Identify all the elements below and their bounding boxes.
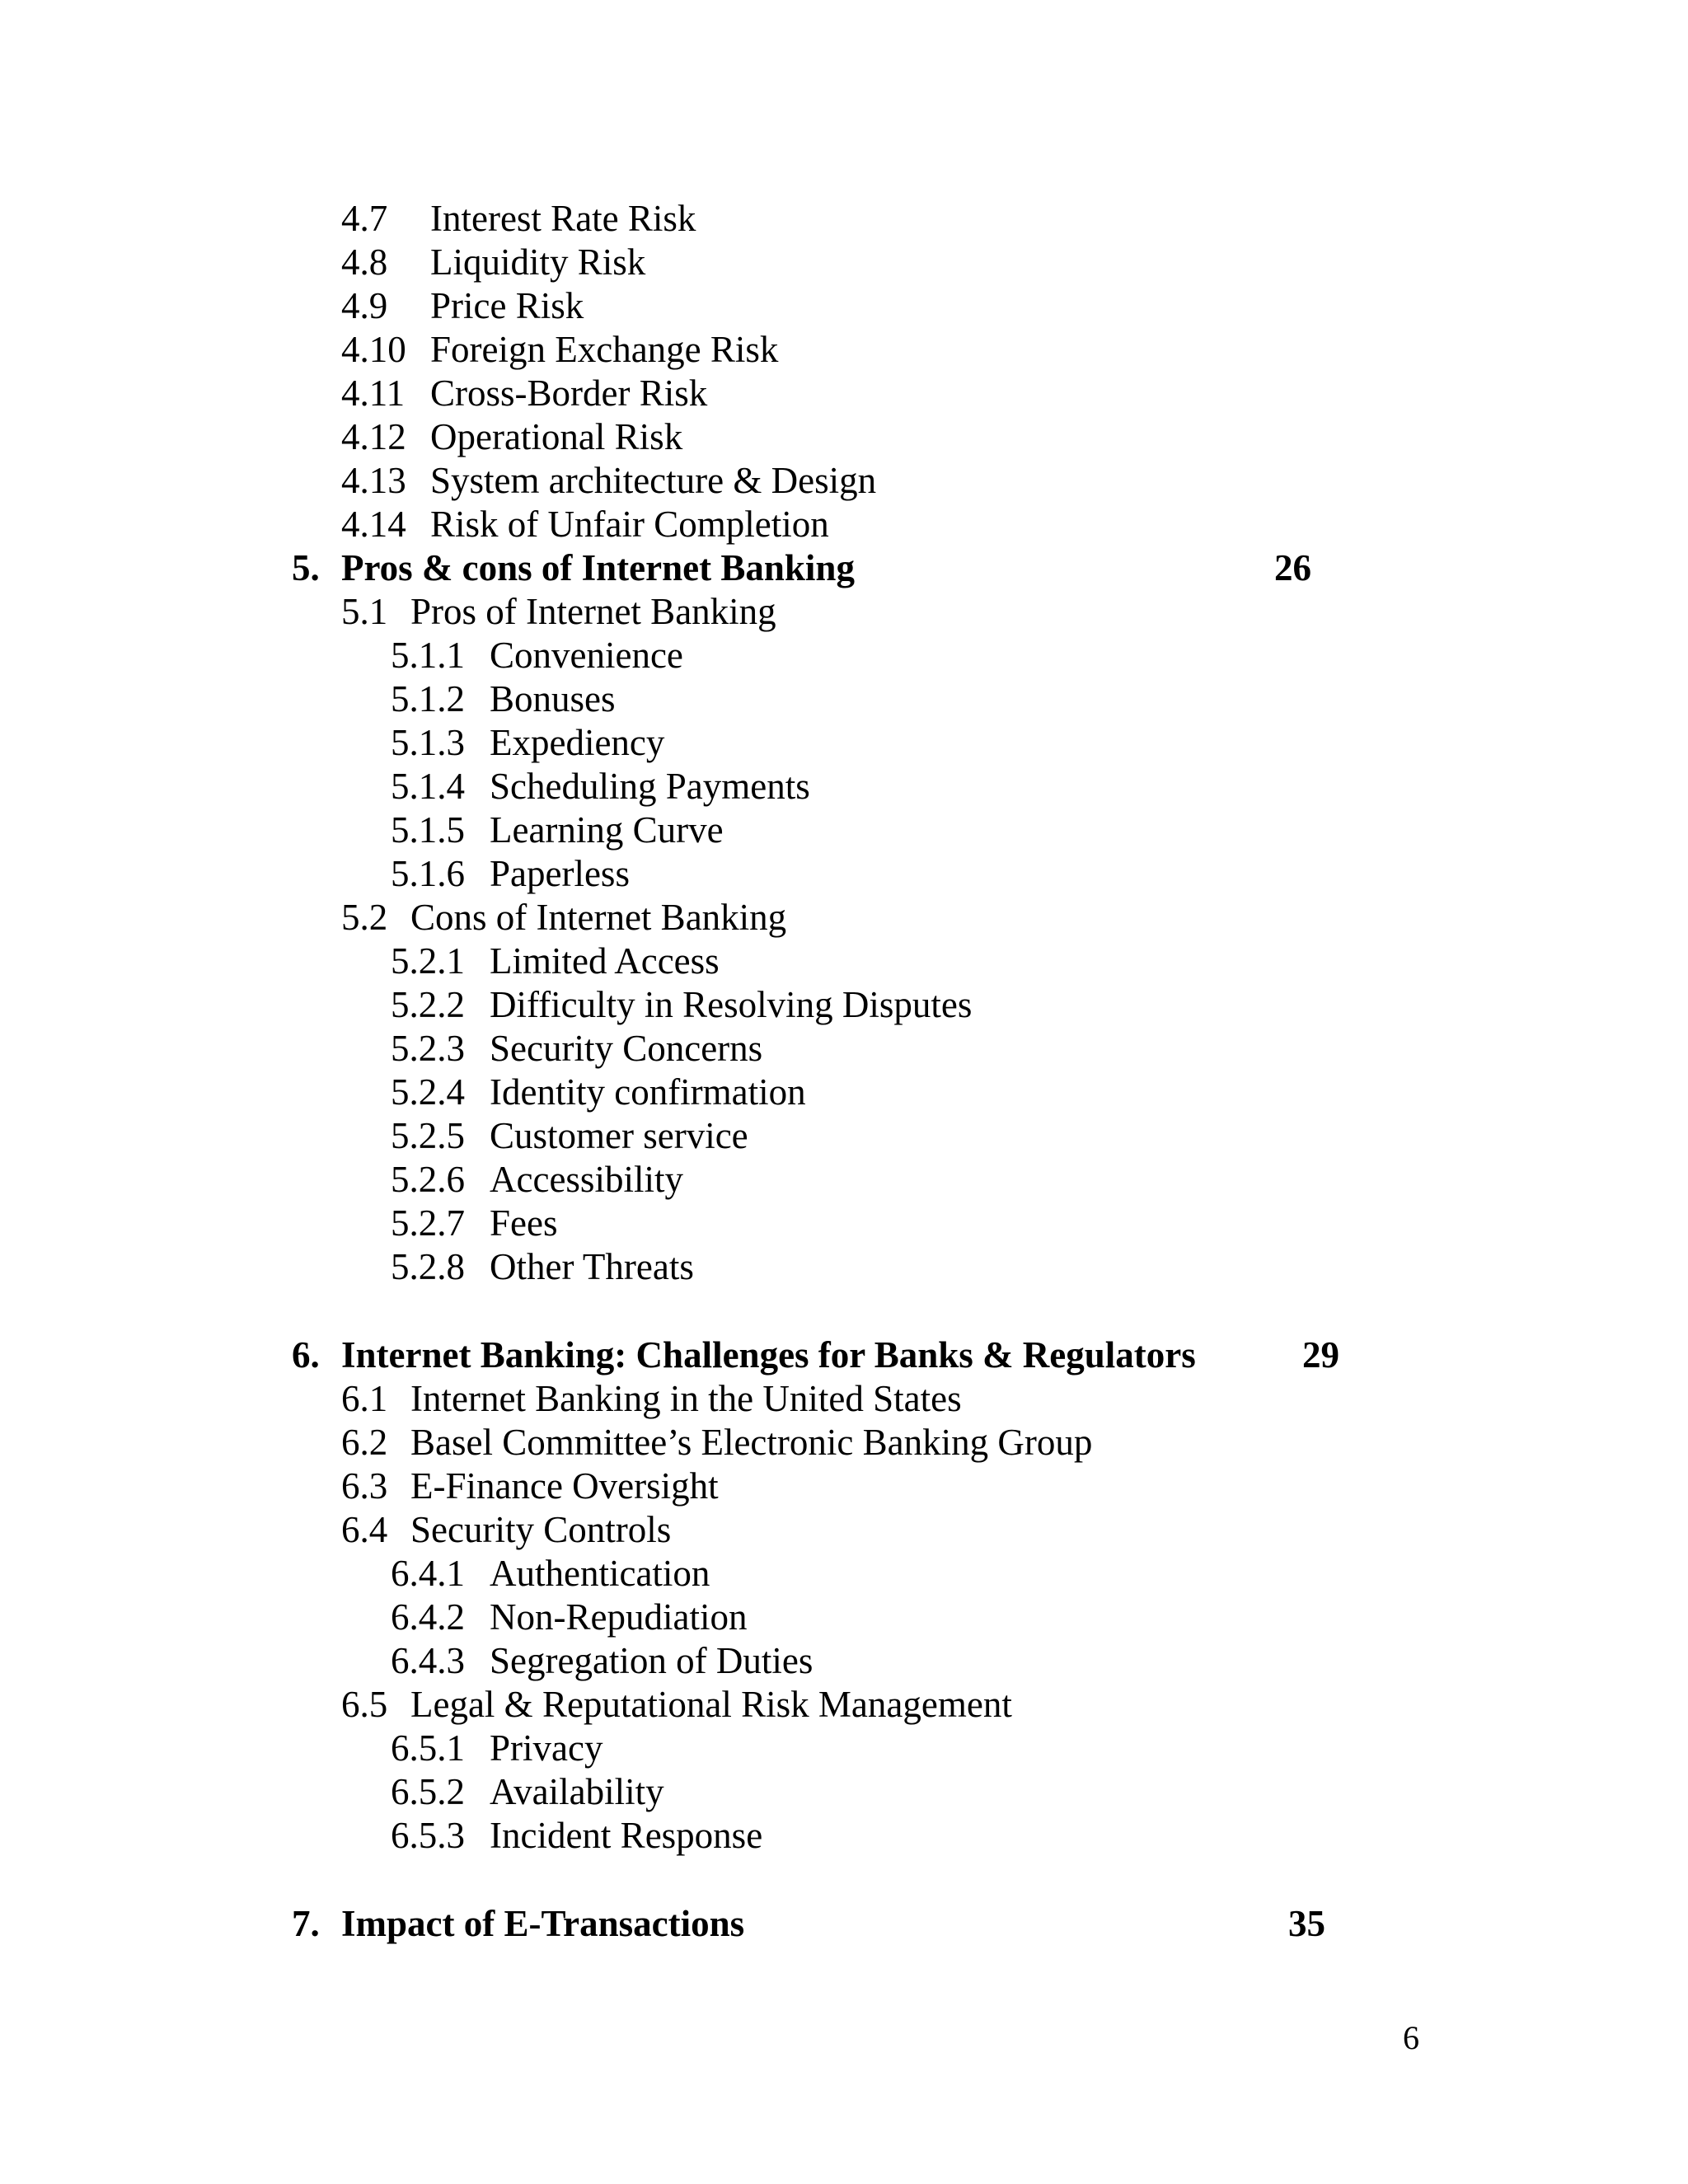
toc-entry-title: Internet Banking in the United States <box>410 1378 962 1419</box>
toc-entry-number: 5.1 <box>341 591 388 632</box>
toc-chapter-title: Impact of E-Transactions <box>341 1903 745 1944</box>
toc-chapter-title: Internet Banking: Challenges for Banks & Regulators <box>341 1334 1196 1376</box>
toc-entry-title: Paperless <box>490 853 630 894</box>
toc-entry-number: 6.4 <box>341 1509 388 1550</box>
toc-entry-number: 5.1.6 <box>391 853 465 894</box>
toc-entry-title: Identity confirmation <box>490 1071 806 1113</box>
toc-entry-title: Foreign Exchange Risk <box>430 329 779 370</box>
toc-entry-number: 5.2.7 <box>391 1202 465 1244</box>
toc-entry-number: 6.4.2 <box>391 1596 465 1638</box>
toc-entry-title: Limited Access <box>490 940 720 982</box>
toc-chapter-number: 5. <box>292 547 320 588</box>
toc-entry-number: 5.1.4 <box>391 766 465 807</box>
toc-entry-title: Pros of Internet Banking <box>410 591 776 632</box>
toc-entry-title: Difficulty in Resolving Disputes <box>490 984 973 1025</box>
toc-entry-number: 5.1.1 <box>391 635 465 676</box>
toc-entry-number: 5.2.4 <box>391 1071 465 1113</box>
toc-entry-number: 6.2 <box>341 1422 388 1463</box>
toc-entry-number: 5.1.3 <box>391 722 465 763</box>
toc-entry-number: 4.8 <box>341 241 388 283</box>
toc-entry-title: Other Threats <box>490 1246 694 1287</box>
toc-entry-number: 6.4.3 <box>391 1640 465 1681</box>
toc-entry-number: 5.2.5 <box>391 1115 465 1156</box>
toc-entry-title: Incident Response <box>490 1815 763 1856</box>
toc-entry-title: Availability <box>490 1771 664 1812</box>
toc-entry-number: 4.14 <box>341 504 406 545</box>
toc-entry-title: Fees <box>490 1202 558 1244</box>
toc-entry-number: 4.13 <box>341 460 406 501</box>
toc-entry-title: Basel Committee’s Electronic Banking Group <box>410 1422 1093 1463</box>
toc-entry-number: 5.2 <box>341 897 388 938</box>
toc-entry-title: Legal & Reputational Risk Management <box>410 1684 1012 1725</box>
toc-entry-number: 5.2.8 <box>391 1246 465 1287</box>
toc-entry-number: 5.2.1 <box>391 940 465 982</box>
toc-entry-title: Non-Repudiation <box>490 1596 748 1638</box>
toc-entry-title: Convenience <box>490 635 683 676</box>
toc-entry-title: Customer service <box>490 1115 748 1156</box>
toc-entry-title: Cross-Border Risk <box>430 373 708 414</box>
toc-entry-number: 4.9 <box>341 285 388 326</box>
toc-entry-title: Scheduling Payments <box>490 766 810 807</box>
toc-entry-number: 4.11 <box>341 373 406 414</box>
toc-entry-number: 5.2.6 <box>391 1159 465 1200</box>
page-number: 6 <box>1403 2019 1419 2056</box>
toc-entry-title: Security Controls <box>410 1509 672 1550</box>
toc-entry-title: Authentication <box>490 1553 710 1594</box>
toc-entry-title: Risk of Unfair Completion <box>430 504 829 545</box>
toc-entry-number: 4.7 <box>341 198 388 239</box>
toc-entry-title: E-Finance Oversight <box>410 1465 719 1507</box>
toc-entry-title: Cons of Internet Banking <box>410 897 787 938</box>
toc-chapter-page: 26 <box>1274 547 1311 588</box>
toc-entry-number: 6.5.2 <box>391 1771 465 1812</box>
toc-entry-title: Segregation of Duties <box>490 1640 814 1681</box>
toc-entry-title: Expediency <box>490 722 665 763</box>
toc-entry-number: 6.1 <box>341 1378 388 1419</box>
toc-entry-title: Accessibility <box>490 1159 683 1200</box>
toc-entry-number: 6.5.3 <box>391 1815 465 1856</box>
toc-chapter-number: 6. <box>292 1334 320 1376</box>
toc-entry-number: 6.5 <box>341 1684 388 1725</box>
toc-entry-title: Price Risk <box>430 285 584 326</box>
toc-entry-title: System architecture & Design <box>430 460 877 501</box>
toc-entry-title: Operational Risk <box>430 416 683 457</box>
toc-entry-title: Bonuses <box>490 678 616 719</box>
toc-chapter-title: Pros & cons of Internet Banking <box>341 547 855 588</box>
toc-entry-number: 5.1.2 <box>391 678 465 719</box>
toc-entry-number: 5.2.2 <box>391 984 465 1025</box>
toc-entry-title: Security Concerns <box>490 1028 763 1069</box>
toc-entry-title: Liquidity Risk <box>430 241 646 283</box>
toc-entry-title: Interest Rate Risk <box>430 198 696 239</box>
toc-entry-number: 6.3 <box>341 1465 388 1507</box>
toc-entry-number: 5.2.3 <box>391 1028 465 1069</box>
toc-entry-number: 6.4.1 <box>391 1553 465 1594</box>
toc-entry-number: 5.1.5 <box>391 809 465 851</box>
toc-chapter-page: 29 <box>1302 1334 1339 1376</box>
toc-entry-number: 6.5.1 <box>391 1727 465 1769</box>
toc-entry-number: 4.12 <box>341 416 406 457</box>
toc-entry-title: Privacy <box>490 1727 603 1769</box>
toc-chapter-number: 7. <box>292 1903 320 1944</box>
toc-entry-number: 4.10 <box>341 329 406 370</box>
toc-entry-title: Learning Curve <box>490 809 724 851</box>
toc-chapter-page: 35 <box>1288 1903 1325 1944</box>
